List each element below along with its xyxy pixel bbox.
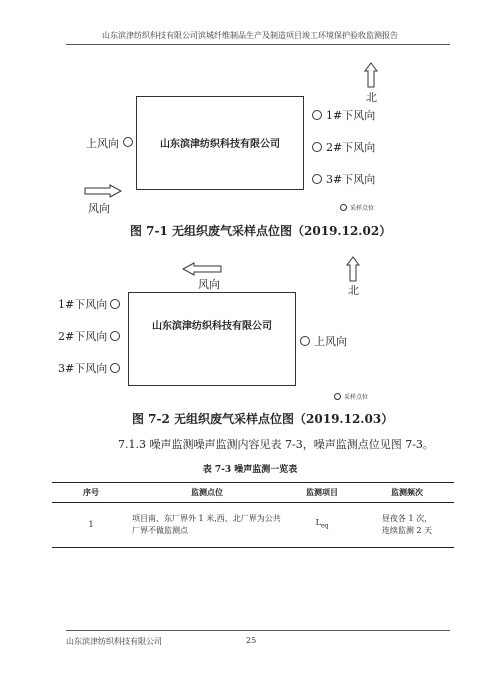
wind-label: 风向: [198, 278, 220, 291]
factory-name: 山东滨津纺织科技有限公司: [160, 139, 280, 150]
table-row: [52, 503, 454, 548]
downwind-label-3: 3#下风向: [58, 362, 108, 375]
wind-arrow-left-icon: [182, 262, 222, 276]
factory-box: [128, 292, 296, 386]
legend-label: 采样点位: [350, 205, 375, 212]
footer-company: 山东滨津纺织科技有限公司: [66, 637, 162, 646]
north-arrow-icon: [364, 62, 378, 88]
noise-monitoring-table: [52, 482, 454, 548]
figure-7-2: [0, 240, 500, 430]
table-title: 表 7-3 噪声监测一览表: [202, 465, 298, 475]
sampling-point-1: [312, 110, 322, 120]
cell-item: [284, 503, 360, 548]
wind-arrow-right-icon: [84, 184, 122, 198]
downwind-label-2: 2#下风向: [326, 141, 376, 154]
header-frequency: 监测频次: [360, 483, 454, 503]
cell-location: 项目南、东厂界外 1 米,西、北厂界为公共厂界不做监测点: [130, 503, 284, 548]
wind-label: 风向: [88, 202, 110, 215]
north-arrow-icon: [346, 256, 360, 282]
figure-caption-7-2: 图 7-2 无组织废气采样点位图（2019.12.03）: [132, 412, 394, 426]
factory-name: 山东滨津纺织科技有限公司: [152, 321, 272, 332]
frequency-line-1: 昼夜各 1 次，: [381, 514, 433, 523]
upwind-label: 上风向: [314, 335, 347, 348]
downwind-label-1: 1#下风向: [58, 298, 108, 311]
downwind-label-2: 2#下风向: [58, 330, 108, 343]
sampling-point-upwind: [123, 137, 133, 147]
figure-7-1: [0, 0, 500, 240]
item-sub: eq: [320, 522, 329, 530]
page-header: 山东滨津纺织科技有限公司滨城纤维制品生产及制造项目竣工环境保护验收监测报告: [102, 31, 398, 40]
legend-label: 采样点位: [344, 394, 369, 401]
sampling-point-1: [110, 299, 120, 309]
sampling-point-2: [312, 142, 322, 152]
sampling-point-3: [312, 174, 322, 184]
legend-point-icon: [340, 204, 347, 211]
factory-box: [136, 96, 304, 190]
cell-frequency: [360, 503, 454, 548]
section-paragraph: 7.1.3 噪声监测噪声监测内容见表 7-3，噪声监测点位见图 7-3。: [118, 438, 434, 451]
sampling-point-upwind: [300, 336, 310, 346]
table-header-row: [52, 483, 454, 503]
sampling-point-2: [110, 331, 120, 341]
cell-no: 1: [52, 503, 130, 548]
downwind-label-1: 1#下风向: [326, 109, 376, 122]
north-label: 北: [366, 91, 377, 104]
footer-rule: [66, 630, 450, 631]
sampling-point-3: [110, 363, 120, 373]
header-item: 监测项目: [284, 483, 360, 503]
north-label: 北: [348, 284, 359, 297]
upwind-label: 上风向: [86, 137, 119, 150]
header-no: 序号: [52, 483, 130, 503]
figure-caption-7-1: 图 7-1 无组织废气采样点位图（2019.12.02）: [130, 224, 392, 238]
page-number: 25: [246, 636, 257, 645]
legend-point-icon: [334, 393, 341, 400]
item-main: L: [315, 518, 321, 528]
downwind-label-3: 3#下风向: [326, 173, 376, 186]
frequency-line-2: 连续监测 2 天: [381, 526, 433, 535]
header-location: 监测点位: [130, 483, 284, 503]
